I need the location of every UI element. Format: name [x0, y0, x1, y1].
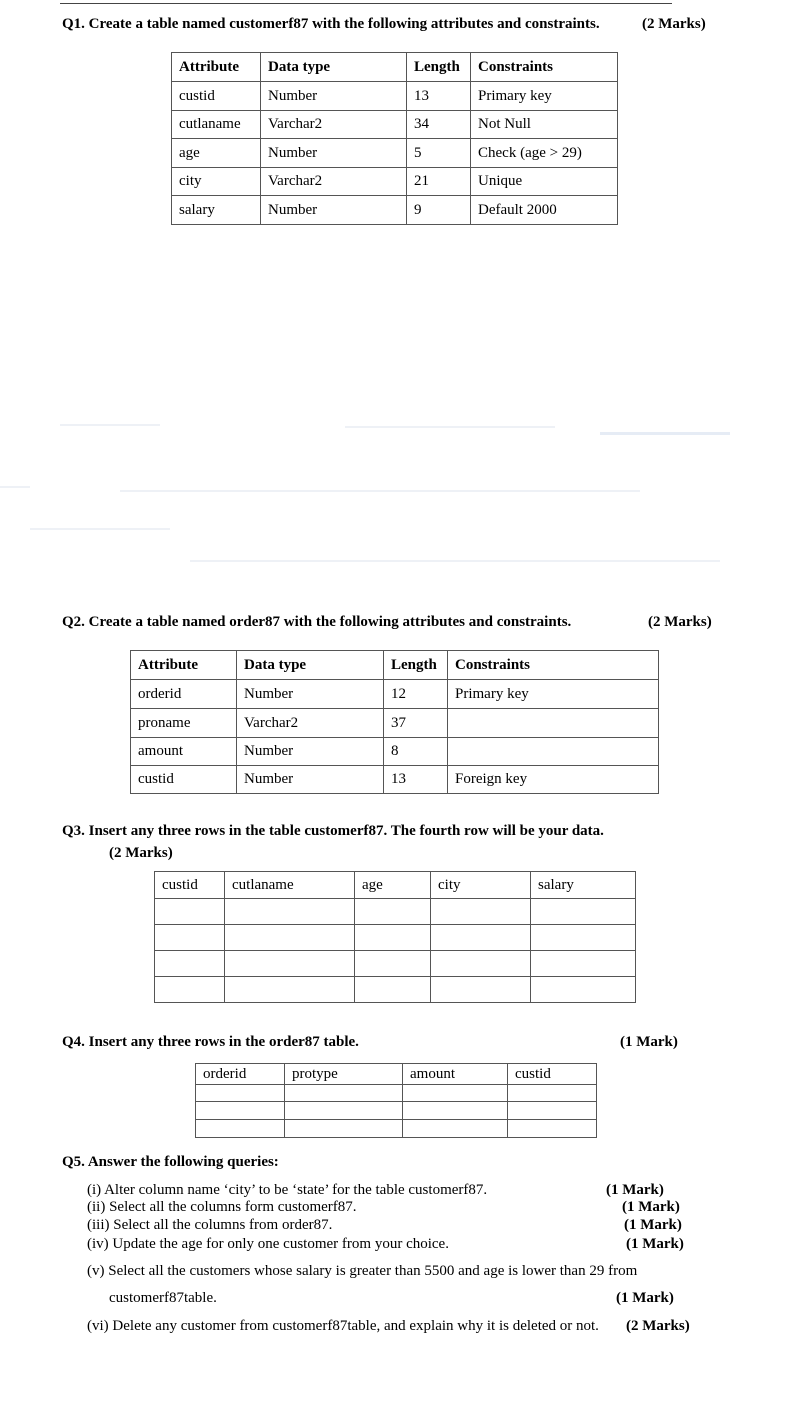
q3-header-row: [155, 872, 636, 899]
q2-header-row: [131, 651, 659, 680]
scan-artifact: [0, 486, 30, 488]
q5-item-marks: (1 Mark): [622, 1199, 680, 1215]
q5-item: (v) Select all the customers whose salary is greater than 5500 and age is lower than 29 from: [87, 1263, 638, 1279]
table-cell: [196, 1085, 285, 1102]
table-cell: cutlaname: [172, 111, 261, 139]
q5-item: (ii) Select all the columns form customerf87.: [87, 1199, 357, 1215]
table-cell: 13: [407, 82, 471, 111]
table-cell: [355, 899, 431, 925]
table-cell: amount: [131, 738, 237, 766]
table-cell: [196, 1102, 285, 1120]
scan-artifact: [120, 490, 640, 492]
table-cell: Number: [237, 738, 384, 766]
table-cell: [531, 925, 636, 951]
q1-header-cell: Constraints: [471, 53, 618, 82]
q1-table: [171, 52, 618, 225]
table-cell: [448, 738, 659, 766]
table-cell: Not Null: [471, 111, 618, 139]
table-cell: [225, 977, 355, 1003]
table-cell: [155, 951, 225, 977]
q2-header-cell: Data type: [237, 651, 384, 680]
q4-question: Q4. Insert any three rows in the order87 table.: [62, 1034, 359, 1050]
q1-header-cell: Attribute: [172, 53, 261, 82]
q4-header-cell: orderid: [196, 1064, 285, 1085]
table-cell: [531, 977, 636, 1003]
q5-item-marks: (1 Mark): [626, 1236, 684, 1252]
table-cell: Number: [237, 766, 384, 794]
table-cell: [155, 977, 225, 1003]
q1-marks: (2 Marks): [642, 16, 706, 32]
table-row: [172, 111, 618, 139]
table-cell: [225, 899, 355, 925]
table-cell: [403, 1085, 508, 1102]
q2-question: Q2. Create a table named order87 with the following attributes and constraints.: [62, 614, 572, 630]
table-cell: [196, 1120, 285, 1138]
table-cell: salary: [172, 196, 261, 225]
q1-header-row: [172, 53, 618, 82]
table-cell: [531, 899, 636, 925]
table-cell: Number: [261, 139, 407, 168]
table-cell: Number: [261, 196, 407, 225]
table-cell: custid: [172, 82, 261, 111]
table-row: [172, 168, 618, 196]
table-cell: [355, 951, 431, 977]
table-cell: 12: [384, 680, 448, 709]
q5-item-continuation: customerf87table.: [109, 1290, 217, 1306]
table-cell: [431, 951, 531, 977]
table-cell: [285, 1120, 403, 1138]
q5-item: (iii) Select all the columns from order87.: [87, 1217, 333, 1233]
q2-table: [130, 650, 659, 794]
q4-header-cell: protype: [285, 1064, 403, 1085]
table-cell: Unique: [471, 168, 618, 196]
table-cell: Primary key: [471, 82, 618, 111]
table-row: [131, 738, 659, 766]
table-cell: [431, 899, 531, 925]
q2-header-cell: Attribute: [131, 651, 237, 680]
table-cell: Foreign key: [448, 766, 659, 794]
table-row: [155, 899, 636, 925]
q3-header-cell: cutlaname: [225, 872, 355, 899]
table-cell: Number: [237, 680, 384, 709]
q3-marks: (2 Marks): [109, 845, 173, 861]
q4-header-cell: custid: [508, 1064, 597, 1085]
q2-header-cell: Constraints: [448, 651, 659, 680]
table-cell: [355, 977, 431, 1003]
table-cell: [403, 1120, 508, 1138]
table-cell: [155, 925, 225, 951]
q1-header-cell: Data type: [261, 53, 407, 82]
table-row: [172, 139, 618, 168]
table-cell: age: [172, 139, 261, 168]
table-cell: [508, 1085, 597, 1102]
table-cell: Default 2000: [471, 196, 618, 225]
q5-item: (iv) Update the age for only one customer from your choice.: [87, 1236, 449, 1252]
table-row: [196, 1085, 597, 1102]
table-row: [172, 82, 618, 111]
table-cell: proname: [131, 709, 237, 738]
table-row: [155, 977, 636, 1003]
q5-item-marks: (1 Mark): [616, 1290, 674, 1306]
q5-item: (i) Alter column name ‘city’ to be ‘state’ for the table customerf87.: [87, 1182, 488, 1198]
q3-table: [154, 871, 636, 1003]
table-cell: 13: [384, 766, 448, 794]
table-cell: orderid: [131, 680, 237, 709]
table-cell: city: [172, 168, 261, 196]
table-row: [155, 925, 636, 951]
q3-header-cell: custid: [155, 872, 225, 899]
table-cell: 9: [407, 196, 471, 225]
table-cell: [155, 899, 225, 925]
q5-item: (vi) Delete any customer from customerf87table, and explain why it is deleted or not.: [87, 1318, 599, 1334]
scan-artifact: [600, 432, 730, 435]
table-cell: custid: [131, 766, 237, 794]
table-cell: Varchar2: [261, 168, 407, 196]
table-cell: [431, 977, 531, 1003]
table-cell: [355, 925, 431, 951]
table-row: [131, 680, 659, 709]
q5-item-marks: (1 Mark): [624, 1217, 682, 1233]
q2-marks: (2 Marks): [648, 614, 712, 630]
table-cell: 5: [407, 139, 471, 168]
q5-item-marks: (2 Marks): [626, 1318, 690, 1334]
q4-header-cell: amount: [403, 1064, 508, 1085]
table-cell: [403, 1102, 508, 1120]
scan-artifact: [30, 528, 170, 530]
table-cell: [225, 925, 355, 951]
table-cell: [225, 951, 355, 977]
table-cell: Varchar2: [261, 111, 407, 139]
table-cell: Primary key: [448, 680, 659, 709]
q2-header-cell: Length: [384, 651, 448, 680]
table-cell: [431, 925, 531, 951]
table-cell: [285, 1085, 403, 1102]
table-cell: Check (age > 29): [471, 139, 618, 168]
table-cell: Number: [261, 82, 407, 111]
q1-header-cell: Length: [407, 53, 471, 82]
table-cell: Varchar2: [237, 709, 384, 738]
scan-artifact: [60, 424, 160, 426]
q5-question: Q5. Answer the following queries:: [62, 1154, 279, 1170]
top-rule: [60, 3, 672, 4]
table-cell: 37: [384, 709, 448, 738]
table-row: [155, 951, 636, 977]
table-cell: [531, 951, 636, 977]
q1-question: Q1. Create a table named customerf87 with the following attributes and constraints.: [62, 16, 600, 32]
table-row: [196, 1102, 597, 1120]
table-row: [196, 1120, 597, 1138]
table-cell: 8: [384, 738, 448, 766]
q4-marks: (1 Mark): [620, 1034, 678, 1050]
table-cell: 34: [407, 111, 471, 139]
q4-table: [195, 1063, 597, 1138]
table-row: [131, 766, 659, 794]
table-cell: [285, 1102, 403, 1120]
table-cell: [448, 709, 659, 738]
scan-artifact: [190, 560, 720, 562]
q3-question: Q3. Insert any three rows in the table customerf87. The fourth row will be your data.: [62, 823, 604, 839]
table-cell: [508, 1102, 597, 1120]
q3-header-cell: salary: [531, 872, 636, 899]
q3-header-cell: city: [431, 872, 531, 899]
table-cell: [508, 1120, 597, 1138]
table-cell: 21: [407, 168, 471, 196]
q3-header-cell: age: [355, 872, 431, 899]
q4-header-row: [196, 1064, 597, 1085]
q5-item-marks: (1 Mark): [606, 1182, 664, 1198]
table-row: [131, 709, 659, 738]
table-row: [172, 196, 618, 225]
scan-artifact: [345, 426, 555, 428]
